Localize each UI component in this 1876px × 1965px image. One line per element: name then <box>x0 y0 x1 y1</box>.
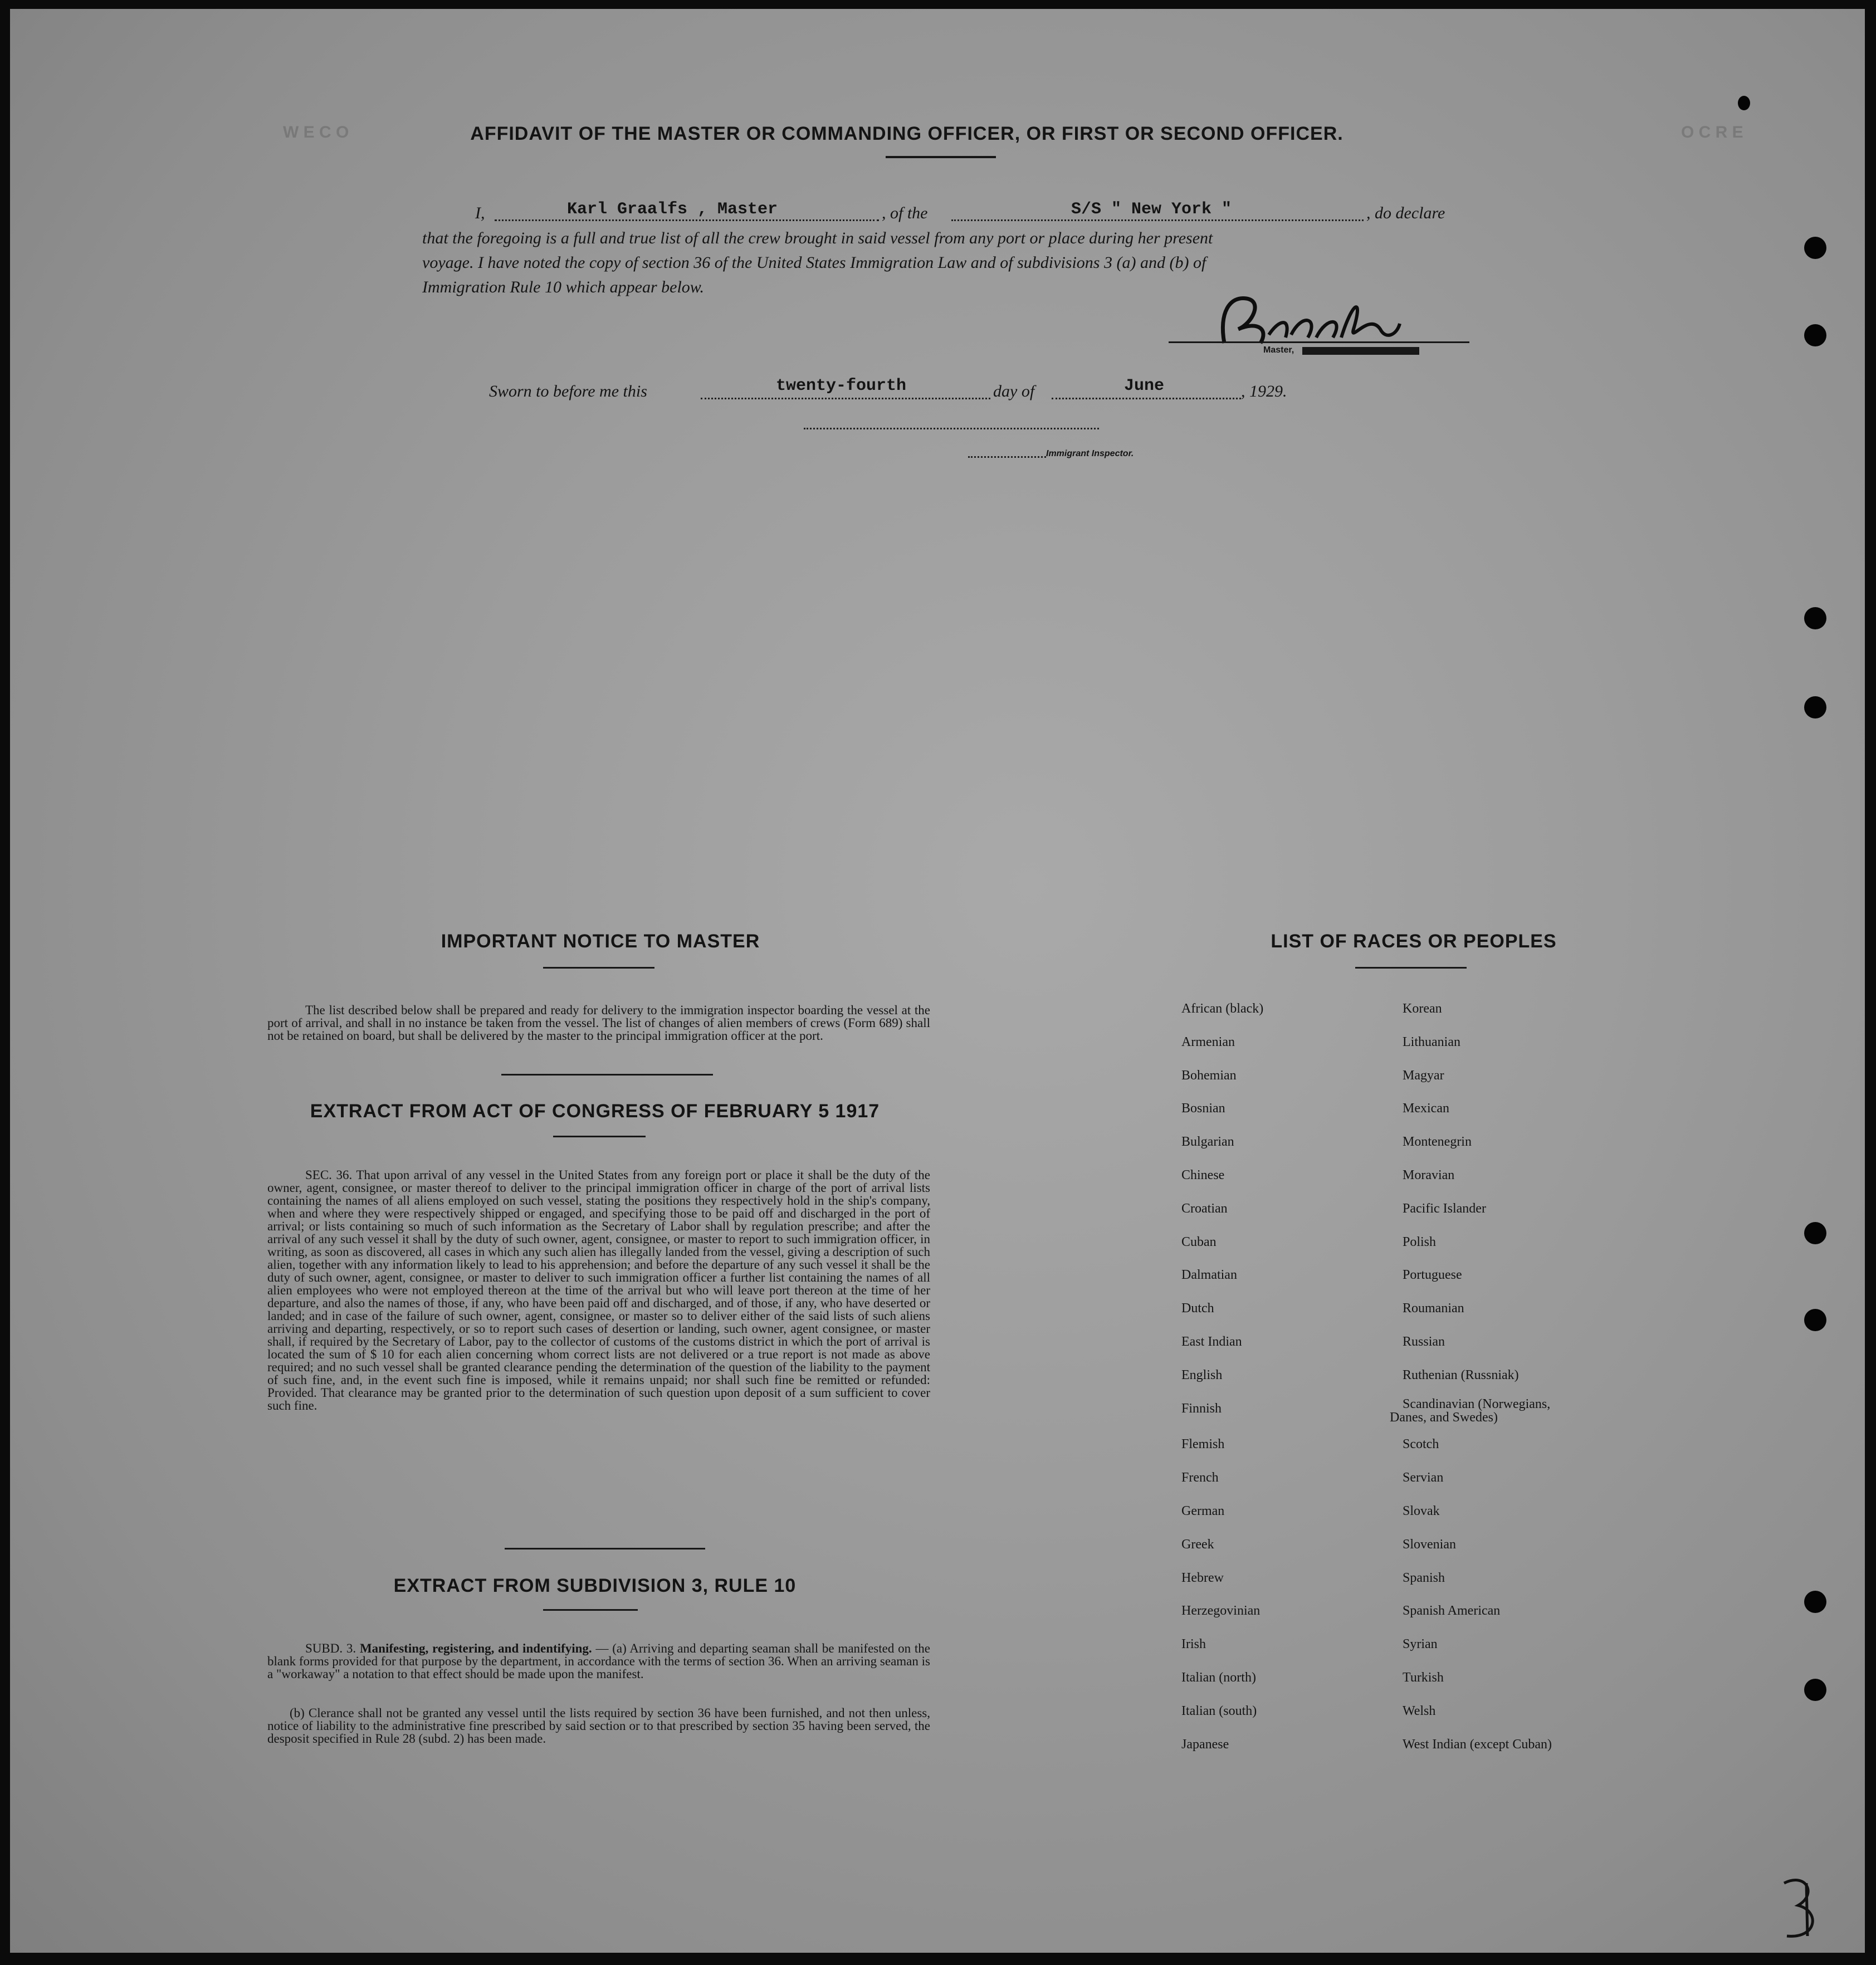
race-item-left: Cuban <box>1181 1234 1217 1249</box>
sworn-month-field: June <box>1124 377 1165 395</box>
punch-hole <box>1804 696 1826 718</box>
vessel-field: S/S " New York " <box>1071 200 1232 219</box>
race-item-right: Welsh <box>1403 1703 1436 1718</box>
struck-out-title <box>1302 347 1419 355</box>
notice-rule <box>543 967 654 969</box>
bleed-through-text: O C R E <box>1681 123 1743 141</box>
race-item-right: West Indian (except Cuban) <box>1403 1737 1552 1752</box>
extract-rule-title: EXTRACT FROM SUBDIVISION 3, RULE 10 <box>393 1575 797 1596</box>
extract-rule-para-b: (b) Clerance shall not be granted any vessel until the lists required by section 36 have been furnished, and not then unless, notice of liability to the administrative fine prescribed by said section or to that prescribed by section 35 having been served, the desposit specified in Rule 28 (subd. 2) has been made. <box>267 1706 930 1746</box>
race-item-left: German <box>1181 1504 1225 1518</box>
race-item-left: Japanese <box>1181 1737 1229 1752</box>
race-item-left: Dalmatian <box>1181 1268 1237 1283</box>
race-item-left: Italian (north) <box>1181 1670 1256 1685</box>
punch-hole <box>1804 1222 1826 1244</box>
race-item-right: Pacific Islander <box>1403 1201 1486 1216</box>
race-item-right: Montenegrin <box>1403 1135 1472 1150</box>
race-item-left: Italian (south) <box>1181 1703 1257 1718</box>
sworn-prefix: Sworn to before me this <box>489 382 647 400</box>
race-item-right: Scandinavian (Norwegians, <box>1403 1396 1551 1411</box>
punch-hole <box>1804 237 1826 259</box>
punch-hole <box>1804 1591 1826 1613</box>
document-page <box>10 9 1865 1953</box>
race-item-left: Greek <box>1181 1537 1214 1552</box>
inspector-label-line <box>968 456 1046 458</box>
inspector-signature-line <box>804 428 1099 429</box>
race-item-left: Finnish <box>1181 1401 1222 1416</box>
race-item-right: Ruthenian (Russniak) <box>1403 1367 1519 1382</box>
extract-act-title: EXTRACT FROM ACT OF CONGRESS OF FEBRUARY 5 1917 <box>310 1101 880 1122</box>
affidavit-i: I, <box>475 204 485 222</box>
race-item-right: Roumanian <box>1403 1301 1464 1316</box>
title-rule <box>886 156 996 158</box>
race-item-right: Polish <box>1403 1234 1437 1249</box>
affidavit-line-3: voyage. I have noted the copy of section 36 of the United States Immigration Law and of subdivisions 3 (a) and (b) of <box>422 253 1206 272</box>
extract-rule-para-a <box>267 1642 930 1680</box>
affidavit-title: AFFIDAVIT OF THE MASTER OR COMMANDING OFFICER, OR FIRST OR SECOND OFFICER. <box>470 123 1344 144</box>
race-item-left: Bosnian <box>1181 1101 1225 1116</box>
master-name-field: Karl Graalfs , Master <box>567 200 778 219</box>
races-title: LIST OF RACES OR PEOPLES <box>1271 931 1557 952</box>
race-item-right: Danes, and Swedes) <box>1390 1410 1498 1425</box>
master-name-line <box>495 219 879 221</box>
para-a-heading: Manifesting, registering, and indentifying. <box>359 1641 592 1655</box>
races-rule <box>1355 967 1467 969</box>
race-item-right: Moravian <box>1403 1168 1455 1182</box>
notice-title: IMPORTANT NOTICE TO MASTER <box>441 931 760 952</box>
vessel-line <box>951 219 1364 221</box>
affidavit-line-4: Immigration Rule 10 which appear below. <box>422 278 705 296</box>
race-item-left: Chinese <box>1181 1168 1225 1182</box>
inspector-label: Immigrant Inspector. <box>1046 449 1134 458</box>
race-item-left: Irish <box>1181 1637 1206 1652</box>
race-item-left: African (black) <box>1181 1001 1264 1016</box>
race-item-right: Syrian <box>1403 1637 1438 1652</box>
race-item-right: Turkish <box>1403 1670 1444 1685</box>
sworn-day-field: twenty-fourth <box>776 377 907 395</box>
sworn-day-line <box>701 398 990 399</box>
race-item-left: Bulgarian <box>1181 1135 1234 1150</box>
race-item-right: Magyar <box>1403 1068 1444 1083</box>
race-item-left: Croatian <box>1181 1201 1228 1216</box>
race-item-right: Lithuanian <box>1403 1034 1460 1049</box>
sworn-year: , 1929. <box>1241 382 1287 400</box>
race-item-left: Armenian <box>1181 1034 1235 1049</box>
race-item-right: Scotch <box>1403 1437 1439 1452</box>
race-item-left: French <box>1181 1470 1219 1485</box>
signature-line <box>1169 341 1469 343</box>
race-item-left: Herzegovinian <box>1181 1604 1261 1619</box>
para-a-text: — (a) Arriving and departing seaman shall be manifested on the blank forms provided for that purpose by the department, in accordance with the terms of section 36. When an arriving seaman is a "workaway" a notation to that effect should be made upon the manifest. <box>267 1641 931 1681</box>
notice-bottom-rule <box>501 1074 713 1076</box>
extract-act-text: SEC. 36. That upon arrival of any vessel in the United States from any foreign port or place it shall be the duty of the owner, agent, consignee, or master thereof to deliver to the principal immigration officer in charge of the port of arrival lists containing the names of all aliens employed on such vessel, stating the positions they respectively hold in the ship's company, when and where they were respectively shipped or engaged, and specifying those to be paid off and discharged in the port of arrival; or lists containing so much of such information as the Secretary of Labor shall by regulation prescribe; and after the arrival of any such vessel it shall by the duty of such owner, agent, consignee, or master to report to such immigration officer, in writing, as soon as discovered, all cases in which any such alien has illegally landed from the vessel, giving a description of such alien, together with any information likely to lead to his apprehension; and before the departure of any such vessel it shall be the duty of such owner, agent, consignee, or master to deliver to such immigration officer a further list containing the names of all alien employees who were not employed thereon at the time of the arrival but who will leave port thereon at the time of her departure, and also the names of those, if any, who have been paid off and discharged, and of those, if any, who have deserted or landed; and in case of the failure of such owner, agent, consignee, or master so to deliver either of the said lists of such aliens arriving and departing, respectively, or so to report such cases of desertion or landing, such owner, agent consignee, or master shall, if required by the Secretary of Labor, pay to the collector of customs of the customs district in which the port of arrival is located the sum of $ 10 for each alien concerning whom correct lists are not delivered or a true report is not made as above required; and no such vessel shall be granted clearance pending the determination of the question of the liability to the payment of such fine, and, in the event such fine is imposed, while it remains unpaid; nor shall such fine be remitted or refunded: Provided. That clearance may be granted prior to the determination of such question upon deposit of a sum sufficient to cover such fine. <box>267 1168 930 1412</box>
handwritten-page-mark <box>1773 1872 1823 1944</box>
race-item-right: Spanish American <box>1403 1604 1501 1619</box>
race-item-left: English <box>1181 1367 1223 1382</box>
notice-text: The list described below shall be prepared and ready for delivery to the immigration inspector boarding the vessel at the port of arrival, and shall in no instance be taken from the vessel. The list of changes of alien members of crews (Form 689) shall not be retained on board, but shall be delivered by the master to the principal immigration officer at the port. <box>267 1003 930 1043</box>
punch-hole <box>1804 607 1826 629</box>
punch-hole <box>1804 1309 1826 1331</box>
extract-rule-rule <box>543 1609 638 1611</box>
race-item-left: Bohemian <box>1181 1068 1237 1083</box>
race-item-left: Flemish <box>1181 1437 1225 1452</box>
race-item-left: Dutch <box>1181 1301 1214 1316</box>
race-item-right: Servian <box>1403 1470 1444 1485</box>
signature-caption: Master, <box>1263 345 1294 355</box>
punch-hole <box>1804 324 1826 346</box>
race-item-right: Russian <box>1403 1335 1445 1349</box>
of-the-label: , of the <box>882 204 928 222</box>
race-item-left: East Indian <box>1181 1335 1242 1349</box>
extract-act-rule <box>553 1136 646 1137</box>
race-item-right: Slovenian <box>1403 1537 1456 1552</box>
extract-act-bottom-rule <box>505 1548 705 1549</box>
punch-hole <box>1738 96 1750 110</box>
race-item-right: Spanish <box>1403 1570 1445 1585</box>
race-item-right: Mexican <box>1403 1101 1449 1116</box>
affidavit-line-2: that the foregoing is a full and true list of all the crew brought in said vessel from any port or place during her present <box>422 229 1213 247</box>
sworn-month-line <box>1052 398 1241 399</box>
race-item-left: Hebrew <box>1181 1570 1224 1585</box>
day-of-label: day of <box>993 382 1035 400</box>
para-a-lead: SUBD. 3. <box>305 1641 356 1655</box>
race-item-right: Korean <box>1403 1001 1442 1016</box>
race-item-right: Slovak <box>1403 1504 1440 1518</box>
punch-hole <box>1804 1679 1826 1701</box>
bleed-through-text: W E C O <box>283 123 349 141</box>
race-item-right: Portuguese <box>1403 1268 1462 1283</box>
do-declare-label: , do declare <box>1366 204 1445 222</box>
